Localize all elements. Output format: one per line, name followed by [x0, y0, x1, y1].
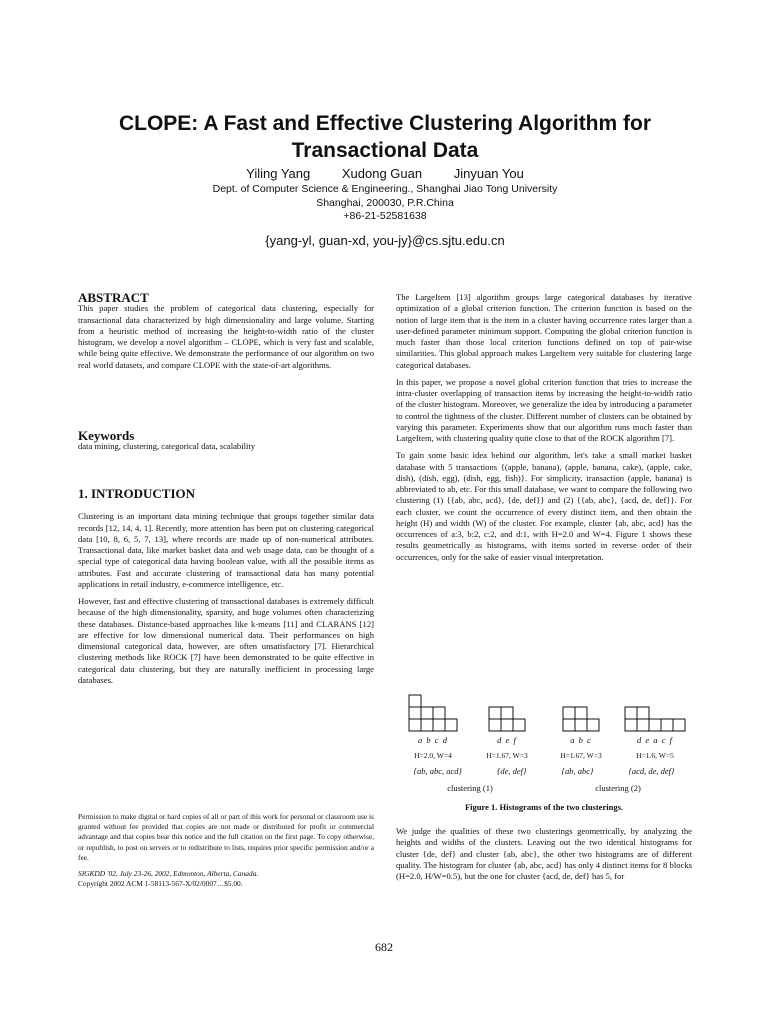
affiliation-block	[80, 183, 690, 224]
keywords-text: data mining, clustering, categorical data, scalability	[78, 441, 256, 452]
conference-info: SIGKDD '02, July 23-26, 2002, Edmonton, Alberta, Canada.	[78, 869, 259, 879]
author-1: Yiling Yang	[246, 166, 311, 181]
copyright-line: Copyright 2002 ACM 1-58113-567-X/02/0007…$5.00.	[78, 879, 243, 889]
right-paragraph-4: We judge the qualities of these two clusterings geometrically, by analyzing the heights and widths of the clusters. Leaving out the two identical histograms for cluster {de, def} and cluster {ab, abc}, the other two histograms are of different quality. The histogram for cluster {ab, abc, acd} has only 4 distinct items for 8 blocks (H=2.0, H/W=0.5), but the one for cluster {acd, de, def} has 5, for	[396, 826, 692, 881]
keywords-section	[78, 430, 374, 459]
title-line-1: CLOPE: A Fast and Effective Clustering Algorithm for	[118, 112, 652, 135]
histogram-block	[587, 719, 599, 731]
histogram-block	[637, 707, 649, 719]
histogram-blocks	[562, 694, 600, 732]
histogram-1	[399, 694, 467, 760]
author-2: Xudong Guan	[341, 166, 423, 181]
histogram-block	[563, 719, 575, 731]
histogram-block	[513, 719, 525, 731]
histogram-height-width: H=2.0, W=4	[414, 751, 452, 760]
histogram-block	[489, 707, 501, 719]
clustering-2-label: clustering (2)	[595, 783, 641, 793]
author-emails: {yang-yl, guan-xd, you-jy}@cs.sjtu.edu.cn	[265, 233, 505, 248]
figure-1	[396, 694, 692, 812]
histogram-block	[625, 719, 637, 731]
right-paragraph-1: The LargeItem [13] algorithm groups large categorical databases by iterative optimization of a global criterion function. The criterion function is based on the notion of large item that is the item in a cluster having occurrence rates larger than a user-defined parameter minimum support. Computing the global criterion function is much faster than those local criterion functions defined on top of pair-wise similarities. This global approach makes LargeItem very suitable for clustering large categorical databases.	[396, 292, 692, 370]
histogram-block	[673, 719, 685, 731]
histogram-block	[625, 707, 637, 719]
abstract-text: This paper studies the problem of categorical data clustering, especially for transactional data characterized by high dimensionality and large volume. Starting from a heuristic method of increasing the height-to-width ratio of the cluster histogram, we develop a novel algorithm – CLOPE, which is very fast and scalable, while being quite effective. We demonstrate the performance of our algorithm on two real world datasets, and compare CLOPE with the state-of-art algorithms.	[78, 303, 374, 370]
histogram-block	[421, 719, 433, 731]
permission-footnote	[78, 812, 374, 889]
histogram-block	[445, 719, 457, 731]
histogram-blocks	[408, 694, 458, 732]
histogram-block	[649, 719, 661, 731]
right-paragraph-2: In this paper, we propose a novel global criterion function that tries to increase the intra-cluster overlapping of transaction items by increasing the height-to-width ratio of the cluster histogram. Moreover, we generalize the idea by introducing a parameter to control the tightness of the cluster. Different number of clusters can be obtained by varying this parameter. Experiments show that our algorithm runs much faster than LargeItem, with clustering quality quite close to that of the ROCK algorithm [7].	[396, 376, 692, 443]
histogram-block	[637, 719, 649, 731]
histogram-3	[547, 694, 615, 760]
histogram-block	[409, 695, 421, 707]
histogram-height-width: H=1.67, W=3	[486, 751, 528, 760]
histogram-block	[501, 719, 513, 731]
introduction-section	[78, 488, 374, 692]
right-paragraph-3: To gain some basic idea behind our algorithm, let's take a small market basket database with 5 transactions {(apple, banana), (apple, banana, cake), (apple, cake, dish), (dish, egg), (dish, egg, fish)}. For simplicity, transaction (apple, banana) is abbreviated to ab, etc. For this small database, we want to compare the following two clustering (1) {{ab, abc, acd}, {de, def}} and (2) {{ab, abc}, {acd, de, def}}. For each cluster, we count the occurrence of every distinct item, and then obtain the height (H) and width (W) of the cluster. For example, cluster {ab, abc, acd} has the occurrences of a:3, b:2, c:2, and d:1, with H=2.0 and W=4. Figure 1 shows these results geometrically as histograms, with items sorted in reverse order of their occurrences, only for the sake of easier visual interpretation.	[396, 450, 692, 562]
introduction-paragraph-1: Clustering is an important data mining technique that groups together similar data records [12, 14, 4, 1]. Recently, more attention has been put on clustering categorical data [10, 8, 6, 5, 7, 13], where records are made up of non-numerical attributes. Transactional data, like market basket data and web usage data, can be thought of a special type of categorical data having boolean value, with all the possible items as attributes. Fast and accurate clustering of transactional data has many potential applications in retail industry, e-commerce intelligence, etc.	[78, 511, 374, 589]
histogram-block	[409, 707, 421, 719]
histogram-block	[575, 707, 587, 719]
clustering-1-label: clustering (1)	[447, 783, 493, 793]
cluster-set-3: {ab, abc}	[561, 766, 594, 776]
title-line-2: Transactional Data	[291, 139, 479, 162]
cluster-set-4: {acd, de, def}	[628, 766, 675, 776]
address: Shanghai, 200030, P.R.China	[316, 196, 454, 209]
figure-caption: Figure 1. Histograms of the two clusterings.	[464, 802, 624, 812]
cluster-set-2: {de, def}	[496, 766, 527, 776]
affiliation: Dept. of Computer Science & Engineering., Shanghai Jiao Tong University	[212, 183, 558, 195]
permission-text: Permission to make digital or hard copies of all or part of this work for personal or classroom use is granted without fee provided that copies are not made or distributed for profit or commercial advantage and that copies bear this notice and the full citation on the first page. To copy otherwise, or republish, to post on servers or to redistribute to lists, requires prior specific permission and/or a fee.	[78, 812, 374, 862]
histogram-row	[396, 694, 692, 760]
histogram-block	[661, 719, 673, 731]
paper-title	[80, 110, 690, 164]
right-column-text	[396, 292, 692, 569]
abstract-heading: ABSTRACT	[78, 290, 149, 305]
histogram-block	[409, 719, 421, 731]
cluster-set-1: {ab, abc, acd}	[413, 766, 462, 776]
author-3: Jinyuan You	[453, 166, 524, 181]
introduction-heading: 1. INTRODUCTION	[78, 486, 196, 501]
histogram-item-letters: d e a c f	[637, 735, 673, 745]
histogram-2	[473, 694, 541, 760]
histogram-blocks	[488, 694, 526, 732]
abstract-section	[78, 292, 374, 377]
histogram-block	[489, 719, 501, 731]
cluster-sets-row	[396, 766, 692, 776]
introduction-paragraph-2: However, fast and effective clustering of transactional databases is extremely difficult because of the high dimensionality, sparsity, and huge volumes often characterizing these databases. Distance-based approaches like k-means [11] and CLARANS [12] are effective for low dimensional numerical data. Their performances on high dimensional categorical data, however, are often unsatisfactory [7]. Hierarchical clustering methods like ROCK [7] have been demonstrated to be quite effective in categorical data clustering, but they are naturally inefficient in processing large databases.	[78, 596, 374, 685]
histogram-4	[621, 694, 689, 760]
histogram-block	[575, 719, 587, 731]
author-list	[80, 166, 690, 181]
histogram-block	[433, 707, 445, 719]
right-column-continued	[396, 826, 692, 888]
clustering-labels-row	[396, 783, 692, 793]
histogram-block	[563, 707, 575, 719]
histogram-block	[421, 707, 433, 719]
histogram-item-letters: a b c d	[418, 735, 448, 745]
phone: +86-21-52581638	[343, 210, 427, 222]
histogram-blocks	[624, 694, 686, 732]
page-number: 682	[375, 940, 393, 954]
histogram-block	[501, 707, 513, 719]
histogram-item-letters: a b c	[570, 735, 592, 745]
histogram-height-width: H=1.67, W=3	[560, 751, 602, 760]
histogram-item-letters: d e f	[497, 735, 517, 745]
histogram-height-width: H=1.6, W=5	[636, 751, 674, 760]
histogram-block	[433, 719, 445, 731]
keywords-heading: Keywords	[78, 428, 135, 443]
